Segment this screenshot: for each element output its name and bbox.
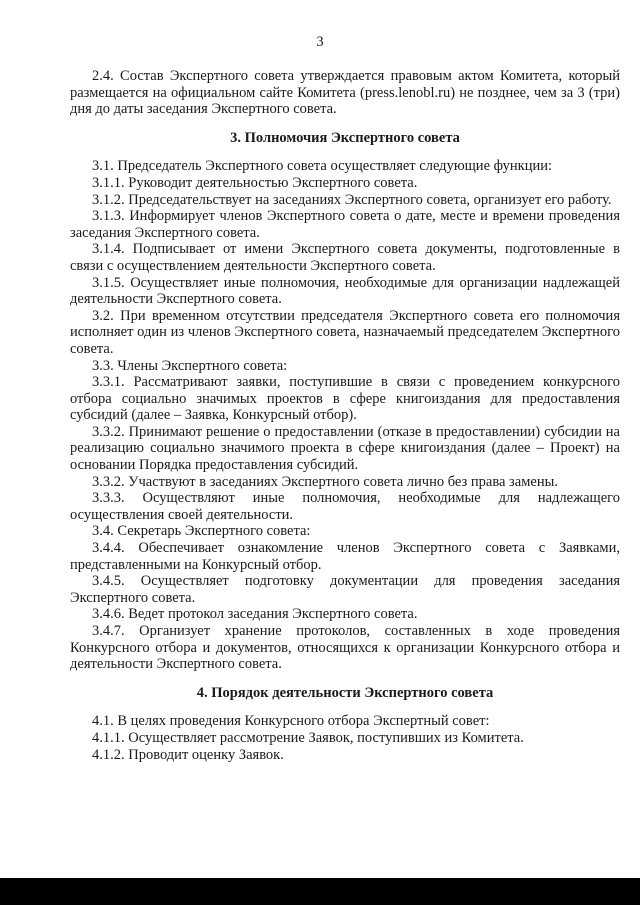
paragraph-3-4-7: 3.4.7. Организует хранение протоколов, составленных в ходе проведения Конкурсного отбора и документов, относящихся к организации Конкурсного отбора и деятельности Экспертного совета. <box>70 623 620 673</box>
spacer <box>70 673 620 685</box>
paragraph-3-4-5: 3.4.5. Осуществляет подготовку документации для проведения заседания Экспертного совета. <box>70 573 620 606</box>
paragraph-3-1: 3.1. Председатель Экспертного совета осуществляет следующие функции: <box>92 158 553 175</box>
document-body <box>70 68 620 763</box>
page-number: 3 <box>316 34 324 50</box>
paragraph-3-4-6: 3.4.6. Ведет протокол заседания Экспертного совета. <box>92 606 418 623</box>
paragraph-3-3-3: 3.3.3. Осуществляют иные полномочия, необходимые для надлежащего осуществления своей деятельности. <box>70 490 620 523</box>
paragraph-4-1: 4.1. В целях проведения Конкурсного отбора Экспертный совет: <box>92 713 490 730</box>
paragraph-3-1-4: 3.1.4. Подписывает от имени Экспертного совета документы, подготовленные в связи с осуществлением деятельности Экспертного совета. <box>70 241 620 274</box>
spacer <box>70 701 620 713</box>
spacer <box>70 146 620 158</box>
spacer <box>70 118 620 130</box>
paragraph-3-4-4: 3.4.4. Обеспечивает ознакомление членов Экспертного совета с Заявками, представленными на Конкурсный отбор. <box>70 540 620 573</box>
paragraph-2-4: 2.4. Состав Экспертного совета утверждается правовым актом Комитета, который размещается на официальном сайте Комитета (press.lenobl.ru) не позднее, чем за 3 (три) дня до даты заседания Экспертного совета. <box>70 68 620 118</box>
paragraph-3-3: 3.3. Члены Экспертного совета: <box>92 357 288 374</box>
paragraph-4-1-1: 4.1.1. Осуществляет рассмотрение Заявок, поступивших из Комитета. <box>92 729 524 746</box>
section-heading-4: 4. Порядок деятельности Экспертного совета <box>196 684 494 701</box>
section-heading-3: 3. Полномочия Экспертного совета <box>230 129 460 146</box>
paragraph-4-1-2: 4.1.2. Проводит оценку Заявок. <box>92 746 284 763</box>
paragraph-3-4: 3.4. Секретарь Экспертного совета: <box>92 523 311 540</box>
paragraph-3-3-1: 3.3.1. Рассматривают заявки, поступившие в связи с проведением конкурсного отбора социально значимых проектов в сфере книгоиздания для предоставления субсидий (далее – Заявка, Конкурсный отбор). <box>70 374 620 424</box>
scan-edge-band <box>0 878 640 905</box>
paragraph-3-3-2b: 3.3.2. Участвуют в заседаниях Экспертного совета лично без права замены. <box>92 473 558 490</box>
paragraph-3-2: 3.2. При временном отсутствии председателя Экспертного совета его полномочия исполняет один из членов Экспертного совета, назначаемый председателем Экспертного совета. <box>70 307 620 357</box>
paragraph-3-1-2: 3.1.2. Председательствует на заседаниях Экспертного совета, организует его работу. <box>92 191 612 208</box>
paragraph-3-1-1: 3.1.1. Руководит деятельностью Экспертного совета. <box>92 174 418 191</box>
paragraph-3-1-3: 3.1.3. Информирует членов Экспертного совета о дате, месте и времени проведения заседания Экспертного совета. <box>70 208 620 241</box>
paragraph-3-1-5: 3.1.5. Осуществляет иные полномочия, необходимые для организации надлежащей деятельности Экспертного совета. <box>70 274 620 308</box>
paragraph-3-3-2a: 3.3.2. Принимают решение о предоставлении (отказе в предоставлении) субсидии на реализацию социально значимого проекта в сфере книгоиздания (далее – Проект) на основании Порядка предоставления субсидий. <box>70 423 620 474</box>
